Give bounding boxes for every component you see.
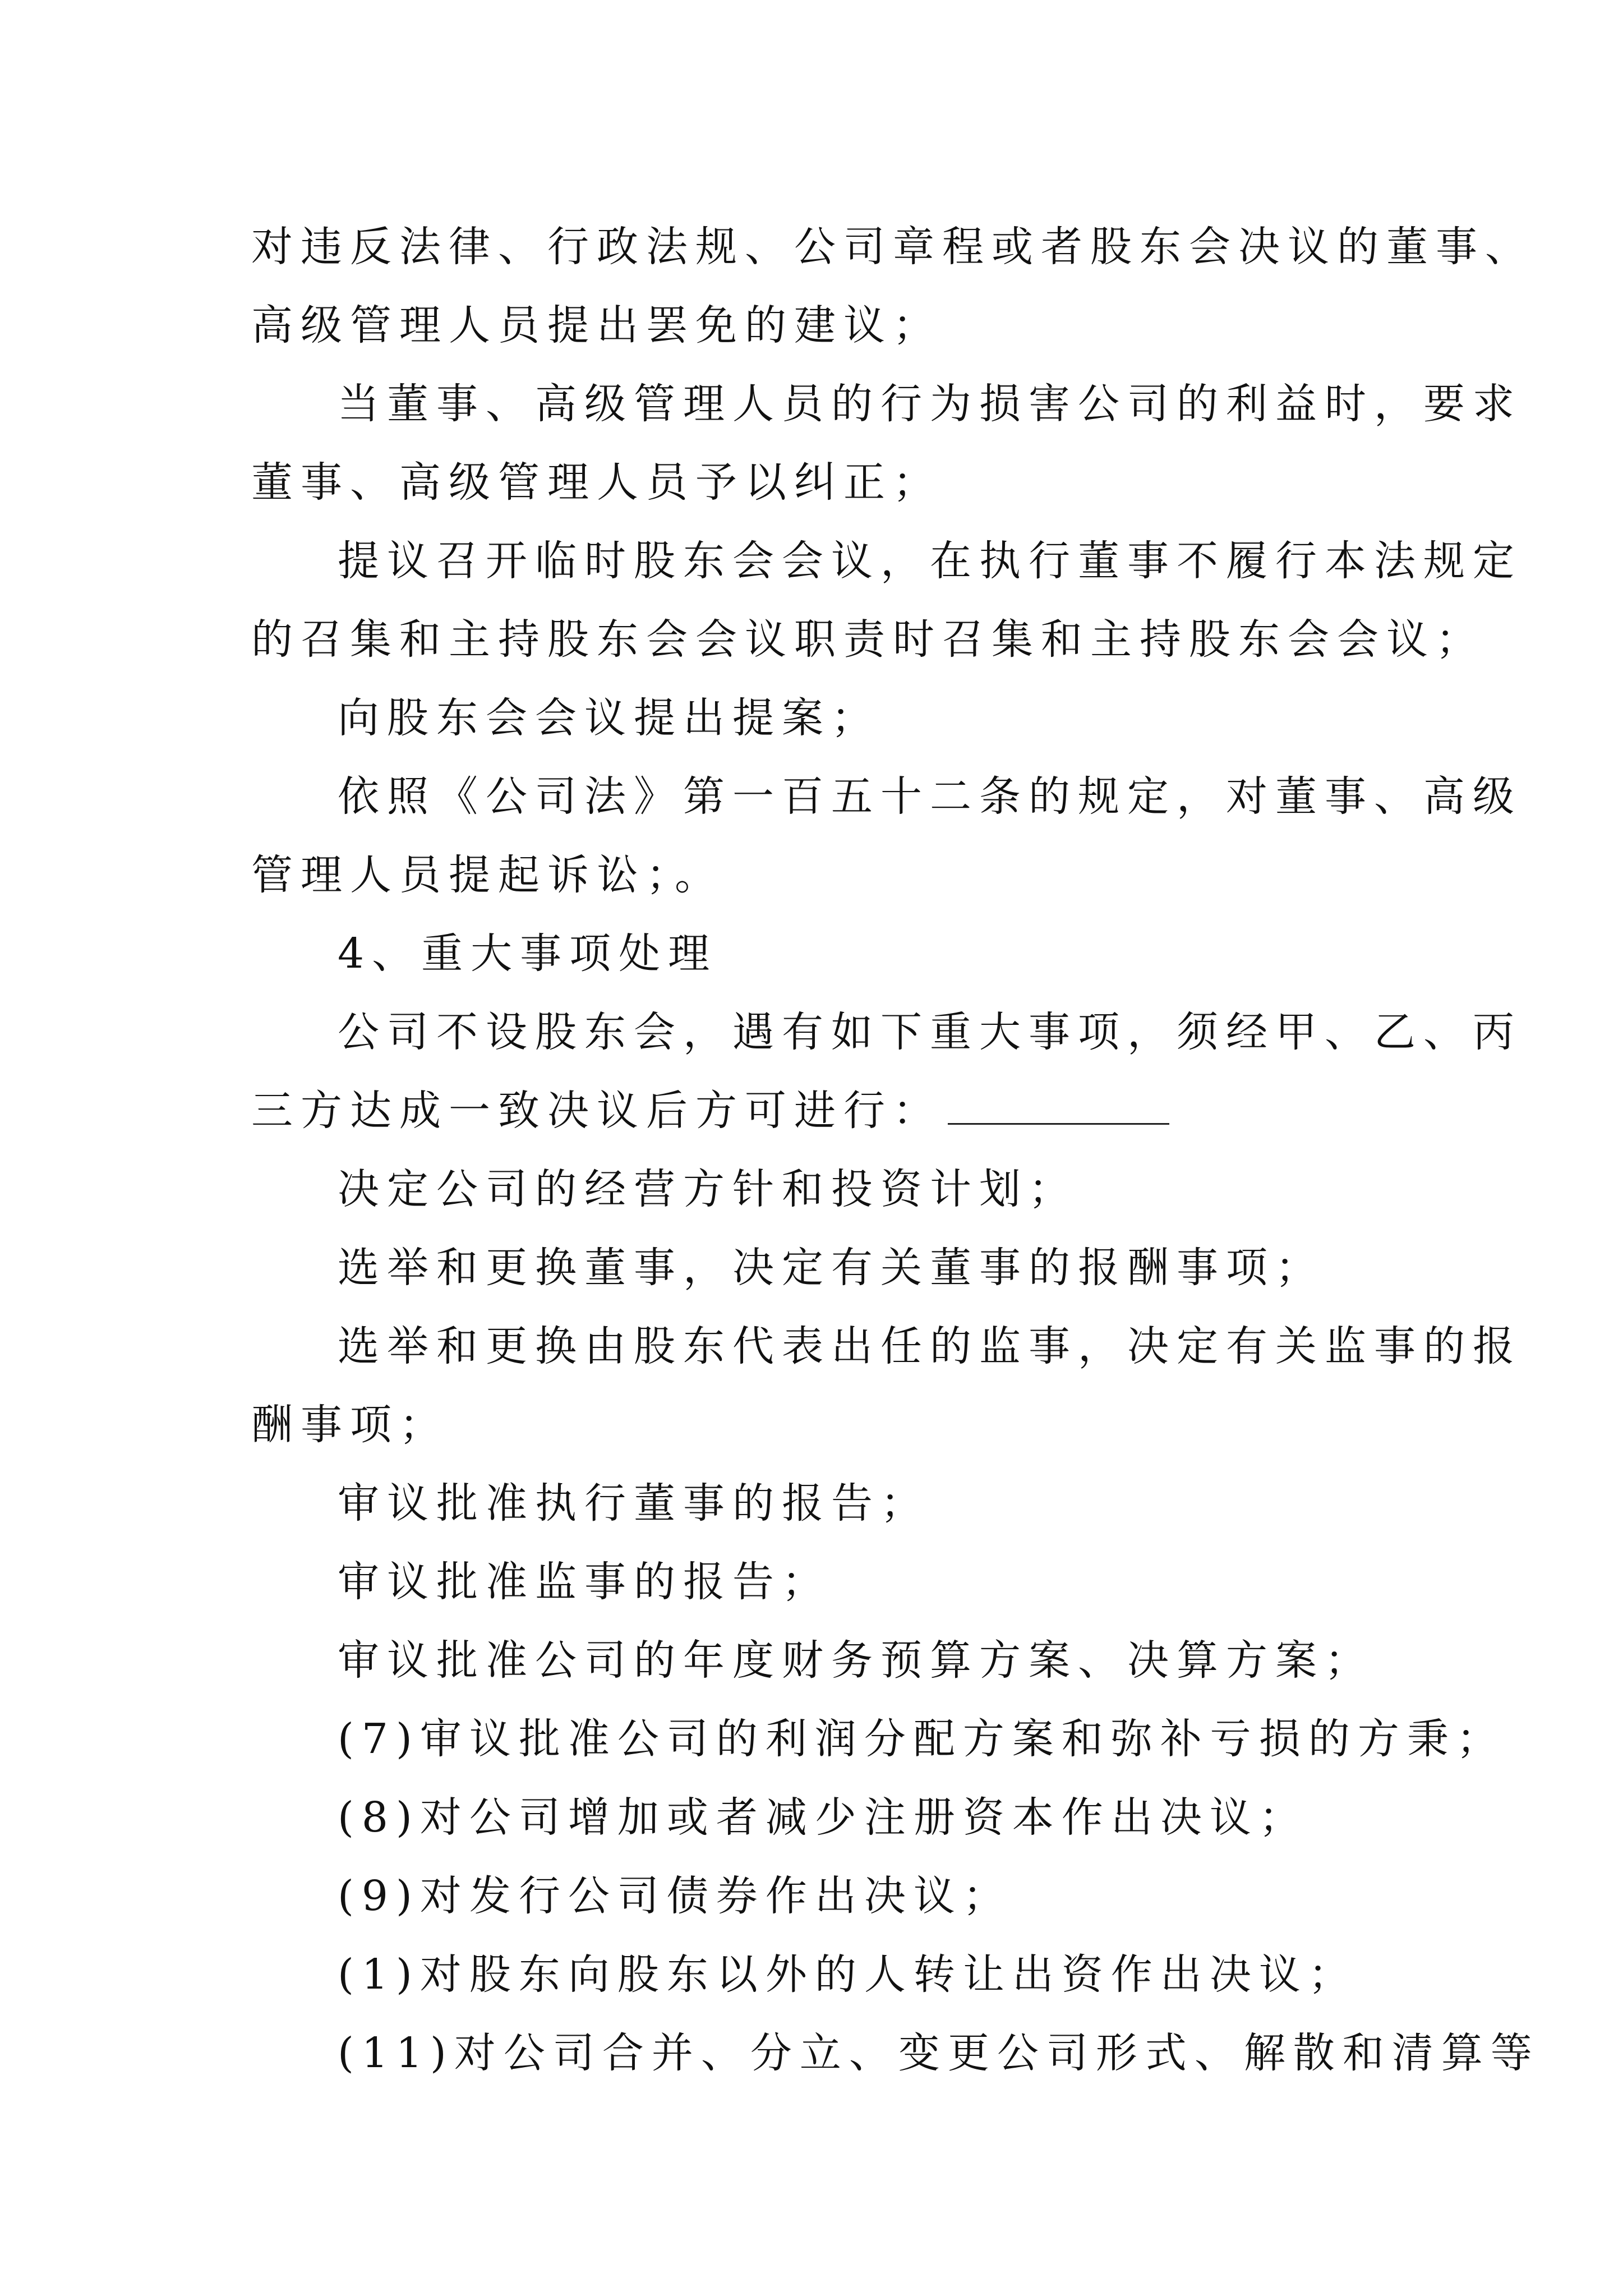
text-line: 当董事、高级管理人员的行为损害公司的利益时，要求 [338,380,1522,428]
text-line: 公司不设股东会，遇有如下重大事项，须经甲、乙、丙 [338,1008,1522,1056]
list-item: 审议批准公司的年度财务预算方案、决算方案； [338,1636,1374,1685]
text-line: 三方达成一致决议后方可进行： [251,1087,942,1135]
list-item: 选举和更换董事，决定有关董事的报酬事项； [338,1244,1325,1292]
text-line: 依照《公司法》第一百五十二条的规定，对董事、高级 [338,772,1522,821]
list-item: 决定公司的经营方针和投资计划； [338,1165,1078,1213]
list-item: 审议批准监事的报告； [338,1558,831,1606]
list-item: (9)对发行公司债券作出决议； [338,1872,1012,1920]
list-item: (1)对股东向股东以外的人转让出资作出决议； [338,1950,1358,1999]
text-line: 管理人员提起诉讼；。 [251,851,724,899]
text-line-with-blank [251,1071,1440,1150]
section-heading: 4、重大事项处理 [338,930,718,978]
text-line: 酬事项； [251,1401,449,1449]
list-item: 审议批准执行董事的报告； [338,1479,930,1527]
list-item: (7)审议批准公司的利润分配方案和弥补亏损的方秉； [338,1715,1506,1763]
list-item: (8)对公司增加或者减少注册资本作出决议； [338,1793,1308,1842]
text-line: 董事、高级管理人员予以纠正； [251,458,942,507]
text-line: 向股东会会议提出提案； [338,694,880,742]
fill-in-blank [948,1092,1169,1125]
text-line: 提议召开临时股东会会议，在执行董事不履行本法规定 [338,537,1522,585]
text-line: 高级管理人员提出罢免的建议； [251,301,942,349]
text-line: 对违反法律、行政法规、公司章程或者股东会决议的董事、 [251,223,1534,271]
list-item: 选举和更换由股东代表出任的监事，决定有关监事的报 [338,1322,1522,1370]
text-line: 的召集和主持股东会会议职责时召集和主持股东会会议； [251,615,1485,664]
list-item: (11)对公司合并、分立、变更公司形式、解散和清算等 [338,2029,1540,2077]
